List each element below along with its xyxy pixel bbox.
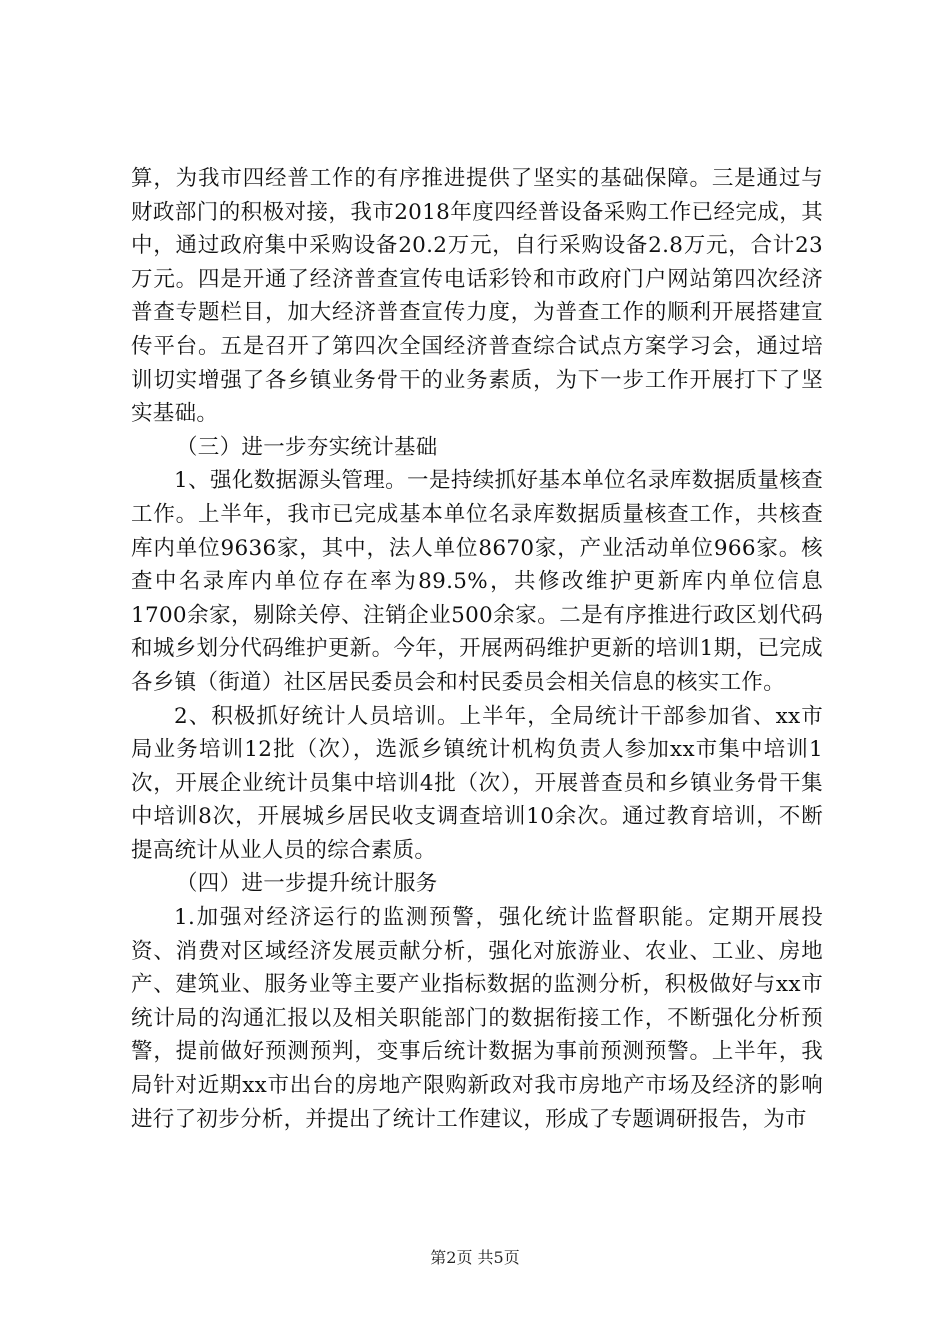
document-body <box>131 162 823 1136</box>
section-heading-4: （四）进一步提升统计服务 <box>176 871 438 897</box>
section-heading-3: （三）进一步夯实统计基础 <box>176 434 438 460</box>
paragraph-training: 2、积极抓好统计人员培训。上半年，全局统计干部参加省、xx市局业务培训12批（次），选派乡镇统计机构负责人参加xx市集中培训1次，开展企业统计员集中培训4批（次），开展普查员和乡镇业务骨干集中培训8次，开展城乡居民收支调查培训10余次。通过教育培训，不断提高统计从业人员的综合素质。 <box>131 703 823 863</box>
paragraph-data-source: 1、强化数据源头管理。一是持续抓好基本单位名录库数据质量核查工作。上半年，我市已完成基本单位名录库数据质量核查工作，共核查库内单位9636家，其中，法人单位8670家，产业活动单位966家。核查中名录库内单位存在率为89.5%，共修改维护更新库内单位信息1700余家，剔除关停、注销企业500余家。二是有序推进行政区划代码和城乡划分代码维护更新。今年，开展两码维护更新的培训1期，已完成各乡镇（街道）社区居民委员会和村民委员会相关信息的核实工作。 <box>131 468 823 695</box>
paragraph-monitoring: 1.加强对经济运行的监测预警，强化统计监督职能。定期开展投资、消费对区域经济发展贡献分析，强化对旅游业、农业、工业、房地产、建筑业、服务业等主要产业指标数据的监测分析，积极做好与xx市统计局的沟通汇报以及相关职能部门的数据衔接工作，不断强化分析预警，提前做好预测预判，变事后统计数据为事前预测预警。上半年，我局针对近期xx市出台的房地产限购新政对我市房地产市场及经济的影响进行了初步分析，并提出了统计工作建议，形成了专题调研报告，为市 <box>131 905 823 1132</box>
paragraph-continuation: 算，为我市四经普工作的有序推进提供了坚实的基础保障。三是通过与财政部门的积极对接，我市2018年度四经普设备采购工作已经完成，其中，通过政府集中采购设备20.2万元，自行采购设备2.8万元，合计23万元。四是开通了经济普查宣传电话彩铃和市政府门户网站第四次经济普查专题栏目，加大经济普查宣传力度，为普查工作的顺利开展搭建宣传平台。五是召开了第四次全国经济普查综合试点方案学习会，通过培训切实增强了各乡镇业务骨干的业务素质，为下一步工作开展打下了坚实基础。 <box>131 166 823 427</box>
page-number-footer: 第2页 共5页 <box>430 1248 520 1267</box>
